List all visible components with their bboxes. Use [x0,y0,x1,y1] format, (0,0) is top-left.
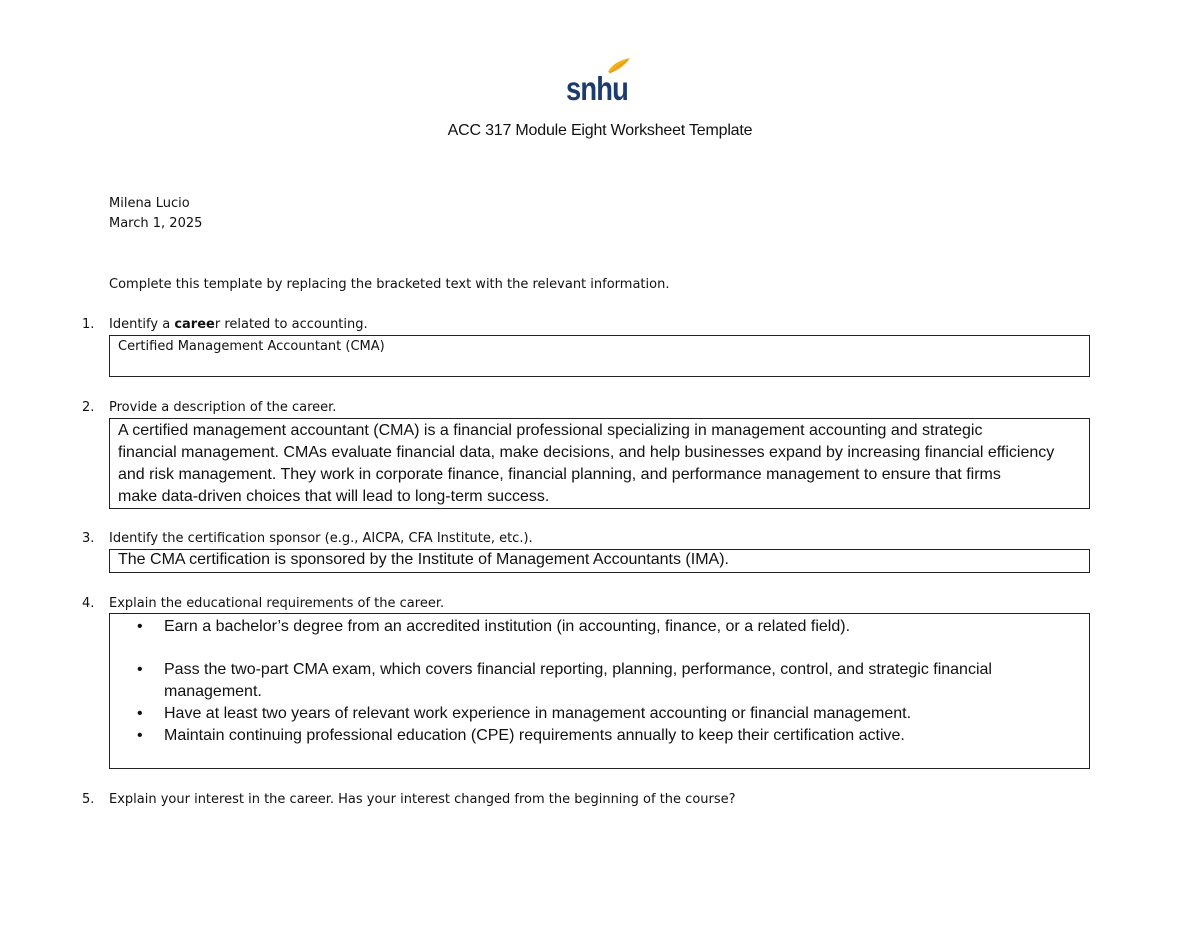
page-title: ACC 317 Module Eight Worksheet Template [447,122,753,139]
list-item-text: Maintain continuing professional education (CPE) requirements annually to keep their certification active. [164,727,905,744]
question-5 [82,791,736,809]
question-prompt: Identify the certification sponsor (e.g., AICPA, CFA Institute, etc.). [109,531,533,546]
answer-box-3[interactable] [109,549,1090,573]
answer-box-4[interactable] [109,613,1090,769]
list-item-text: Pass the two-part CMA exam, which covers financial reporting, planning, performance, control, and strategic financial management. [164,661,992,700]
question-2 [82,399,336,417]
question-number: 1. [82,317,95,332]
question-number: 3. [82,531,95,546]
bullet-icon: • [137,661,143,678]
list-item [110,703,1089,725]
question-4 [82,595,444,613]
list-item-text: Have at least two years of relevant work experience in management accounting or financial management. [164,705,912,722]
question-prompt: Explain your interest in the career. Has your interest changed from the beginning of the course? [109,792,736,807]
list-item [110,725,1089,747]
answer-line: financial management. CMAs evaluate financial data, make decisions, and help businesses expand by increasing financial efficiency [118,444,1055,461]
list-item [110,659,1089,703]
question-number: 5. [82,792,95,807]
answer-box-2[interactable] [109,418,1090,509]
answer-text: Certified Management Accountant (CMA) [118,339,385,354]
question-1 [82,316,368,334]
answer-line: make data-driven choices that will lead to long-term success. [118,488,550,505]
question-prompt: Provide a description of the career. [109,400,337,415]
date: March 1, 2025 [109,216,203,231]
bullet-icon: • [137,618,143,635]
author-name: Milena Lucio [109,196,190,211]
question-3 [82,530,533,548]
question-number: 4. [82,596,95,611]
question-prompt-part: r related to accounting. [214,317,368,332]
question-prompt: Explain the educational requirements of the career. [109,596,445,611]
list-item [110,616,1089,638]
instructions: Complete this template by replacing the bracketed text with the relevant information. [109,277,670,292]
question-prompt-bold: caree [174,317,215,332]
answer-text: The CMA certification is sponsored by the Institute of Management Accountants (IMA). [118,551,729,568]
answer-box-1[interactable] [109,335,1090,377]
bullet-icon: • [137,705,143,722]
list-item-text: Earn a bachelor’s degree from an accredited institution (in accounting, finance, or a related field). [164,618,851,635]
question-prompt-part: Identify a [109,317,175,332]
question-number: 2. [82,400,95,415]
bullet-icon: • [137,727,143,744]
answer-line: and risk management. They work in corporate finance, financial planning, and performance management to ensure that firms [118,466,1001,483]
requirements-list [110,616,1089,747]
snhu-logo-graphic [564,56,636,104]
snhu-logo [564,56,636,104]
answer-line: A certified management accountant (CMA) is a financial professional specializing in management accounting and strategic [118,422,983,439]
logo-text: snhu [566,70,628,104]
